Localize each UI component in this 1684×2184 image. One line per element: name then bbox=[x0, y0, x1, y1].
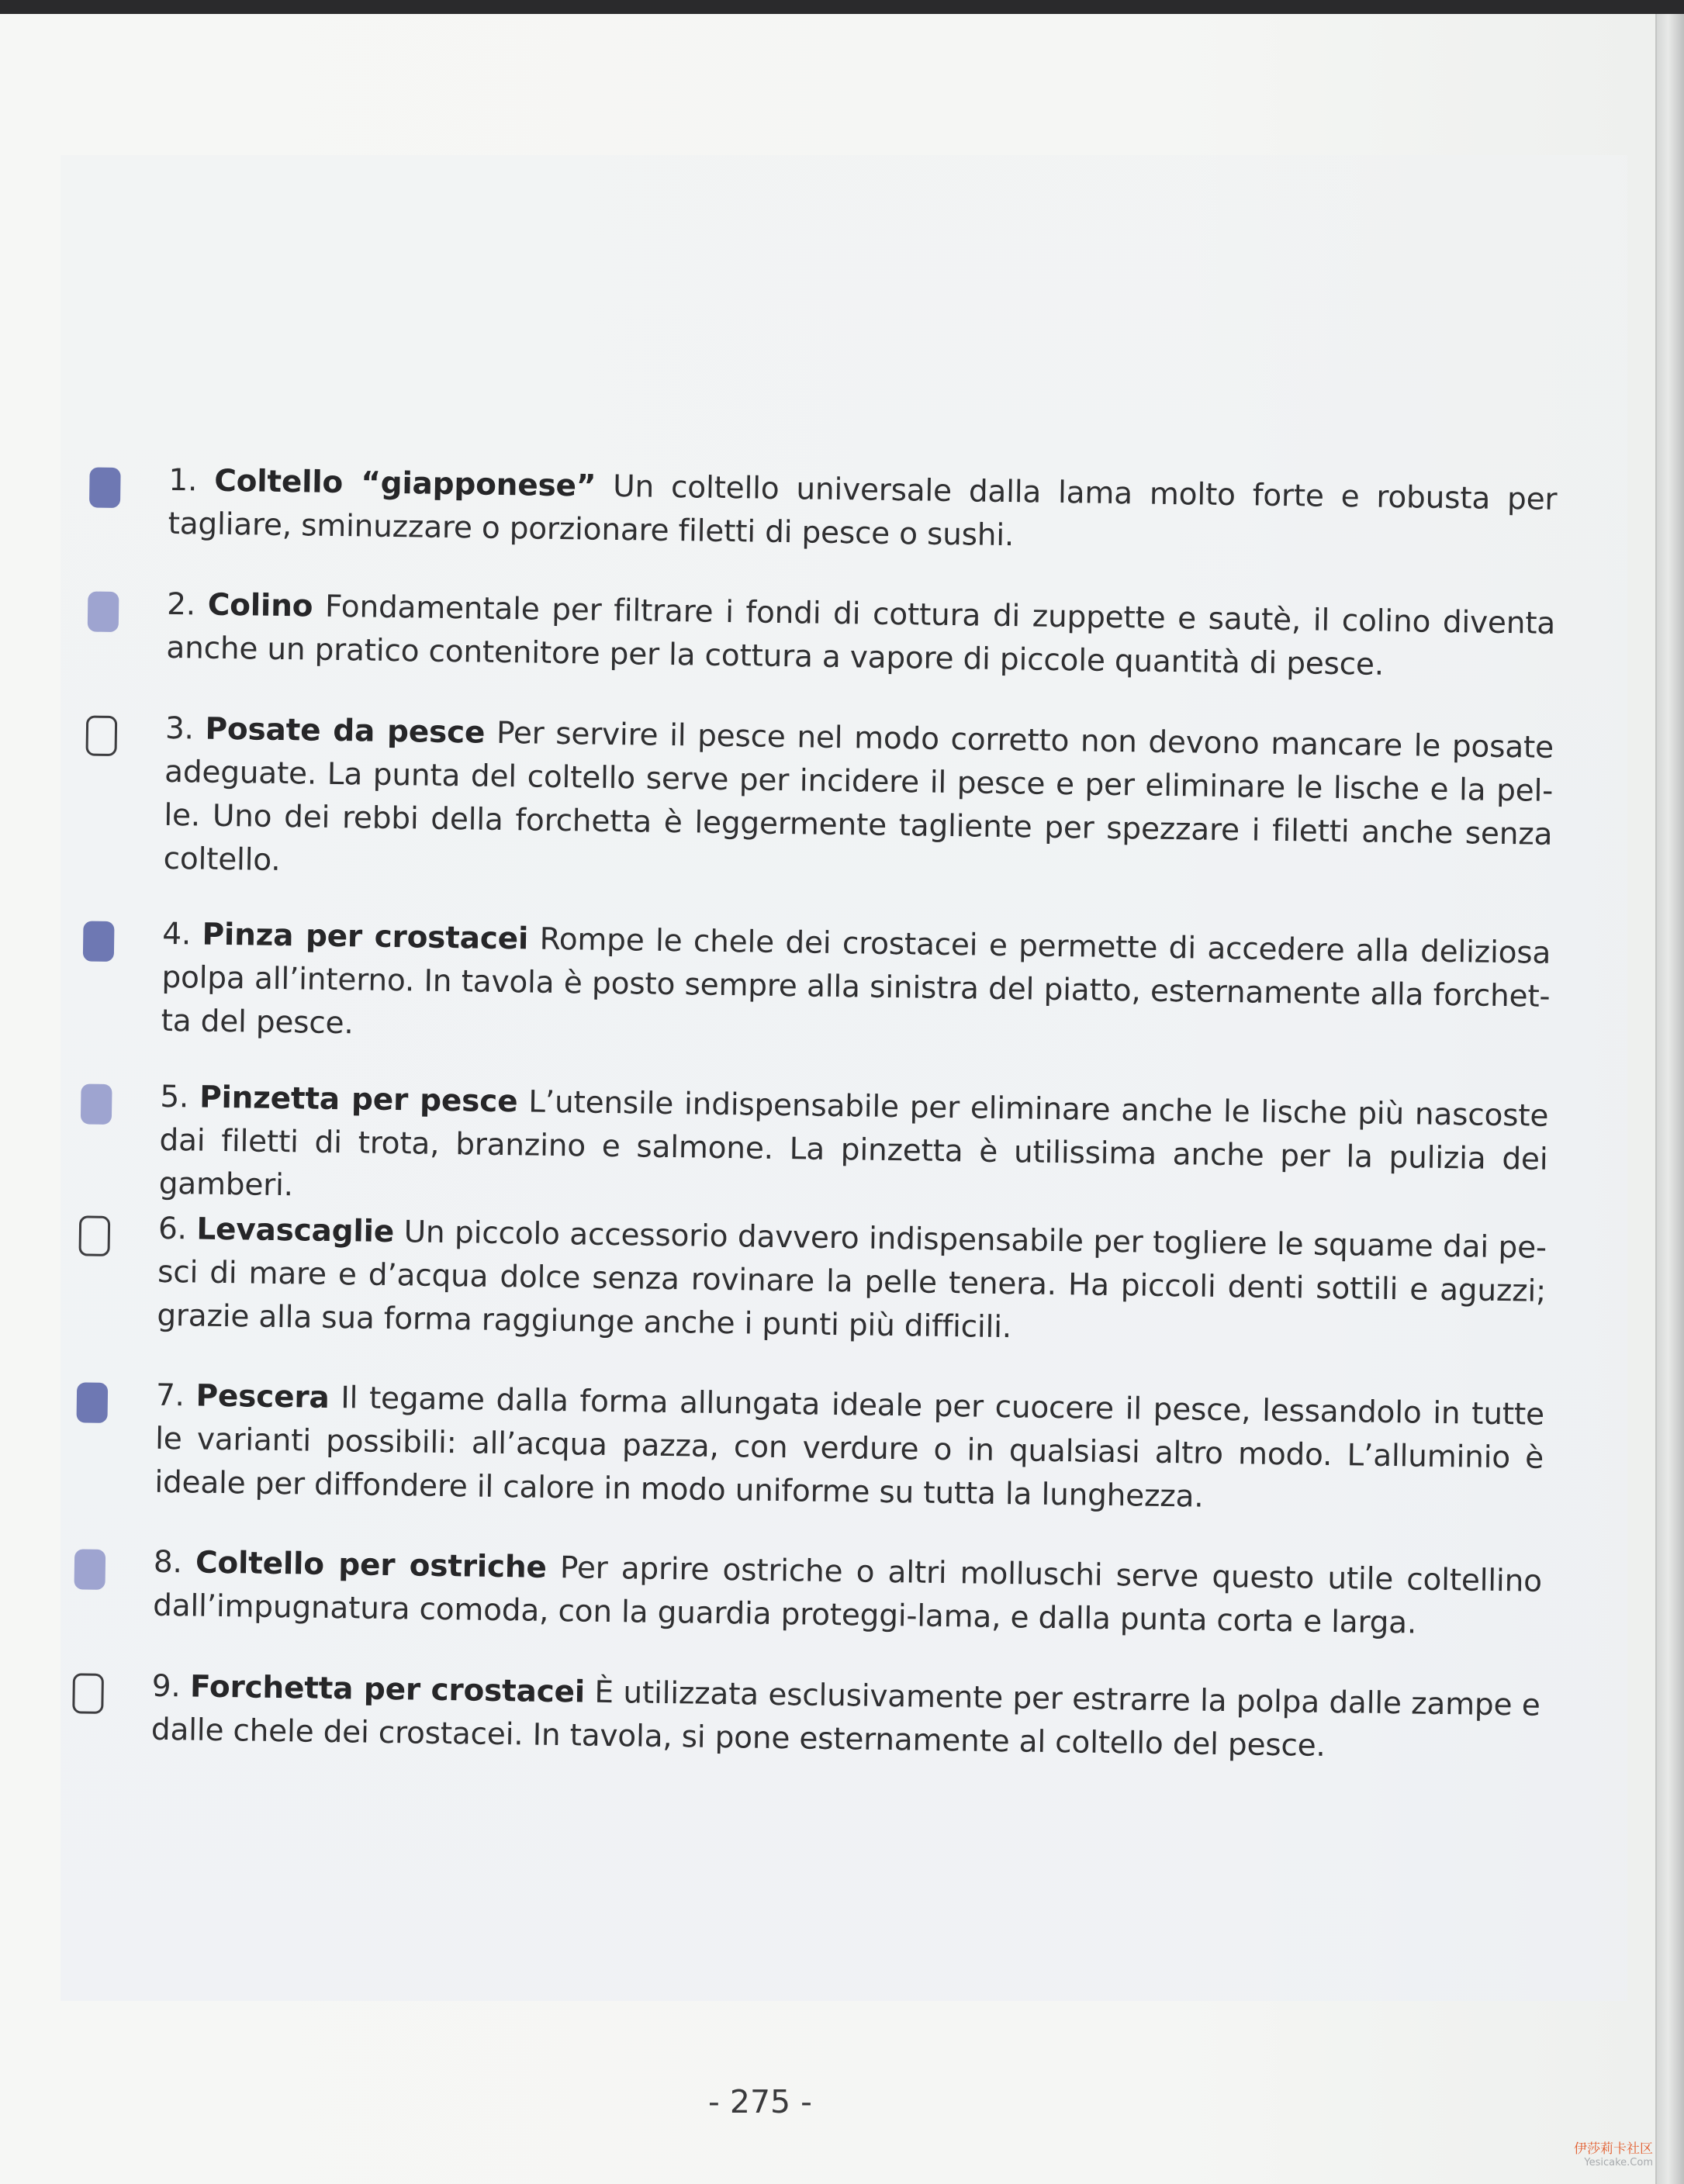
item-description: L’utensile indispensabile per eliminare anche le lische più nascoste dai filetti di trota, branzino e salmone. La pinzetta è utilissima anche per la pulizia dei gamberi. bbox=[158, 1084, 1549, 1204]
item-term: Coltello “giapponese” bbox=[213, 463, 596, 504]
item-term: Coltello per ostriche bbox=[195, 1545, 548, 1585]
item-term: Pescera bbox=[195, 1378, 330, 1415]
square-bullet-icon bbox=[78, 1215, 110, 1256]
page-edge bbox=[1655, 14, 1684, 2184]
item-number: 2. bbox=[166, 586, 196, 623]
square-bullet-icon bbox=[89, 468, 121, 509]
item-number: 6. bbox=[157, 1211, 188, 1247]
item-number: 3. bbox=[164, 710, 195, 747]
item-description: Rompe le chele dei crostacei e permette di accedere alla deliziosa polpa all’interno. In tavola è posto sempre alla sinistra del piatto, esternamente alla forchet-ta del pesce. bbox=[161, 921, 1551, 1042]
square-bullet-icon bbox=[76, 1382, 108, 1423]
square-bullet-icon bbox=[81, 1083, 112, 1125]
item-description: È utilizzata esclusivamente per estrarre la polpa dalle zampe e dalle chele dei crostacei. In tavola, si pone esternamente al coltello del pesce. bbox=[150, 1674, 1540, 1764]
item-description: Fondamentale per filtrare i fondi di cottura di zuppette e sautè, il colino diventa anche un pratico contenitore per la cottura a vapore di piccole quantità di pesce. bbox=[166, 589, 1556, 682]
item-term: Colino bbox=[207, 587, 313, 624]
page-number: - 275 - bbox=[708, 2083, 812, 2120]
square-bullet-icon bbox=[83, 921, 115, 962]
item-text bbox=[161, 913, 1551, 1063]
item-number: 9. bbox=[151, 1668, 181, 1705]
item-description: Un coltello universale dalla lama molto forte e robusta per tagliare, sminuzzare o porzionare filetti di pesce o sushi. bbox=[168, 468, 1558, 554]
square-bullet-icon bbox=[74, 1549, 105, 1590]
item-term: Pinzetta per pesce bbox=[199, 1080, 518, 1120]
item-number: 7. bbox=[155, 1377, 185, 1414]
item-description: Per aprire ostriche o altri molluschi serve questo utile coltellino dall’impugnatura comoda, con la guardia proteggi-lama, e dalla punta corta e larga. bbox=[152, 1550, 1543, 1641]
watermark-text: 伊莎莉卡社区 bbox=[1574, 2141, 1653, 2157]
item-description: Per servire il pesce nel modo corretto non devono mancare le posate adeguate. La punta del coltello serve per incidere il pesce e per eliminare le lische e la pel-le. Uno dei rebbi della forchetta è leggermente tagliente per spezzare i filetti anche senza coltello. bbox=[163, 715, 1554, 878]
item-text bbox=[157, 1208, 1547, 1357]
item-number: 8. bbox=[153, 1544, 183, 1581]
square-bullet-icon bbox=[88, 591, 119, 632]
item-description: Un piccolo accessorio davvero indispensabile per togliere le squame dai pe-sci di mare e d’acqua dolce senza rovinare la pelle tenera. Ha piccoli denti sottili e aguzzi; grazie alla sua forma raggiunge anche i punti più difficili. bbox=[157, 1215, 1547, 1346]
item-description: Il tegame dalla forma allungata ideale per cuocere il pesce, lessandolo in tutte le varianti possibili: all’acqua pazza, con verdure o in qualsiasi altro modo. L’alluminio è ideale per diffondere il calore in modo uniforme su tutta la lunghezza. bbox=[154, 1381, 1545, 1515]
item-number: 5. bbox=[160, 1079, 189, 1115]
item-text bbox=[163, 707, 1554, 900]
item-number: 1. bbox=[168, 462, 198, 499]
scan-top-border bbox=[0, 0, 1684, 14]
item-term: Levascaglie bbox=[196, 1211, 395, 1250]
watermark bbox=[1574, 2137, 1653, 2168]
item-term: Forchetta per crostacei bbox=[189, 1669, 586, 1710]
item-term: Pinza per crostacei bbox=[202, 917, 529, 957]
item-text bbox=[158, 1076, 1548, 1225]
watermark-url: Yesicake.Com bbox=[1584, 2157, 1653, 2168]
square-bullet-icon bbox=[85, 715, 117, 756]
item-term: Posate da pesce bbox=[205, 711, 486, 751]
square-bullet-icon bbox=[72, 1673, 104, 1714]
item-number: 4. bbox=[161, 916, 192, 952]
item-text bbox=[154, 1374, 1544, 1524]
